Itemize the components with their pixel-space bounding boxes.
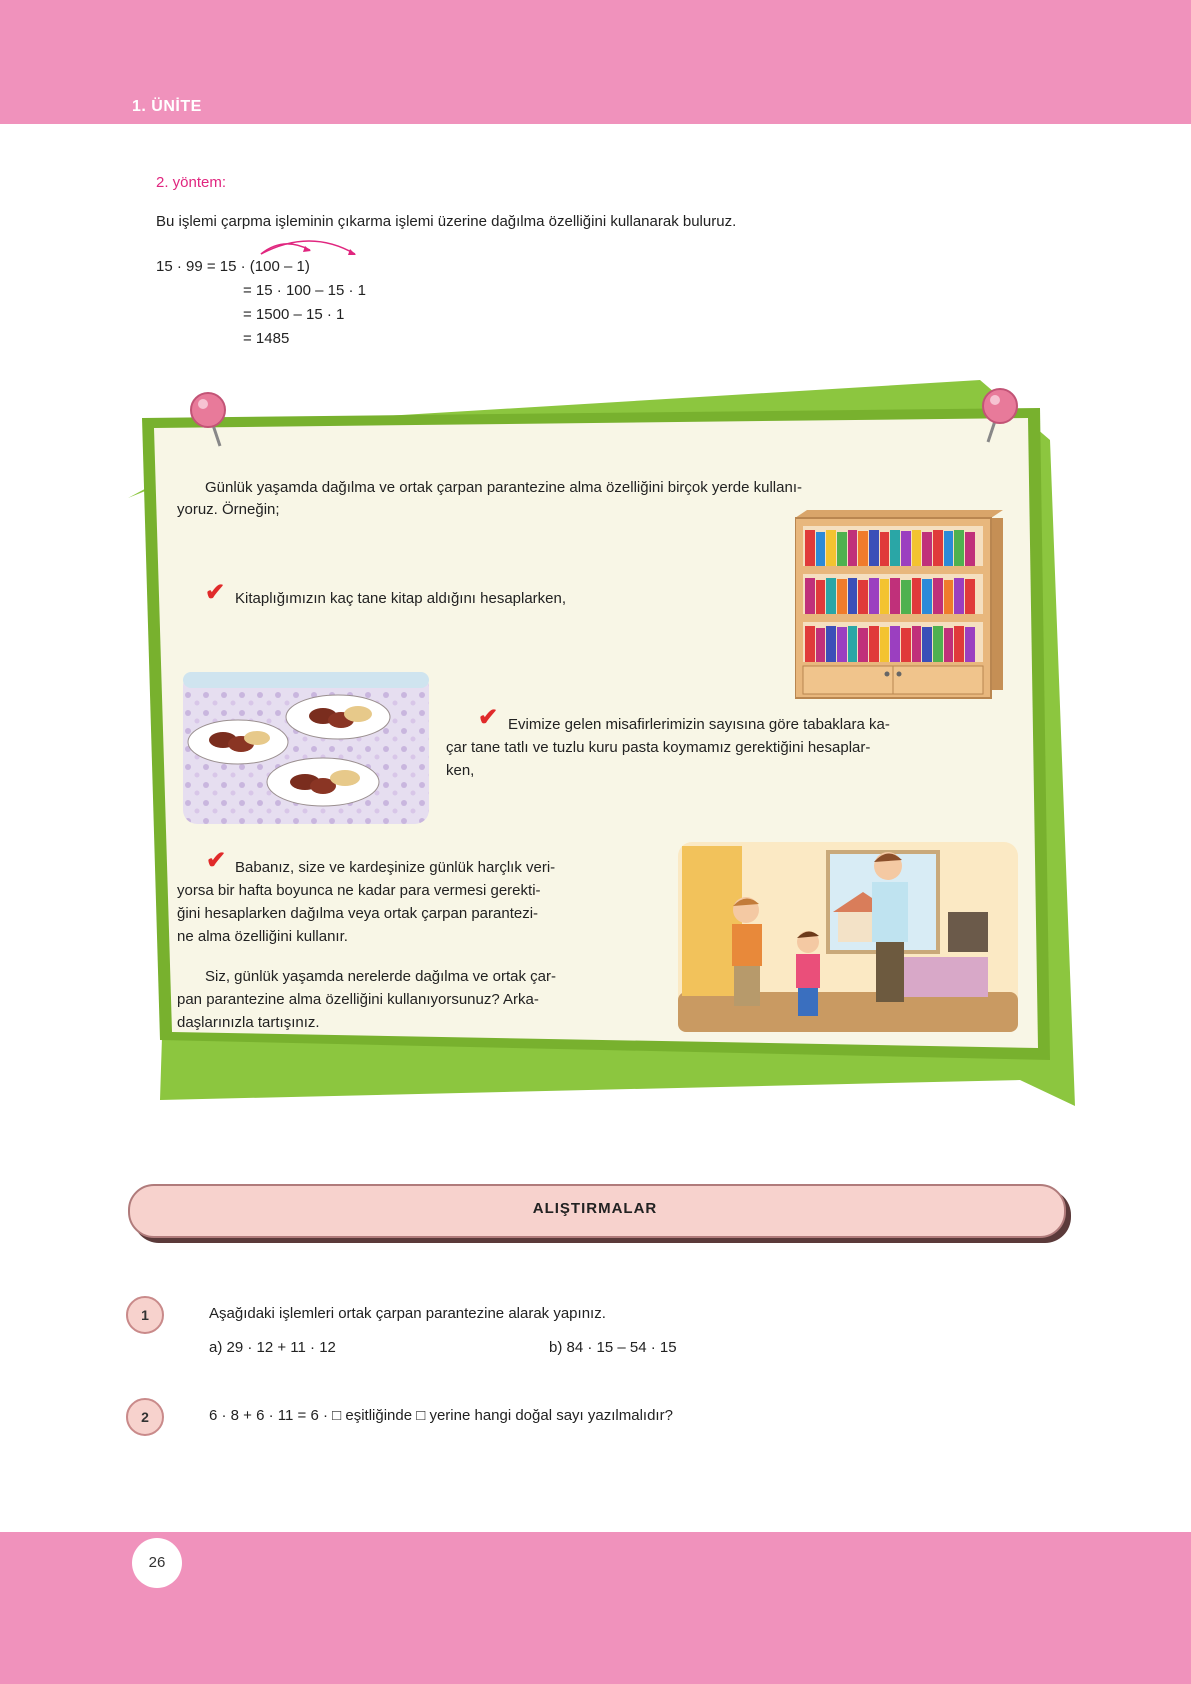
exercise-number-2: 2 — [126, 1398, 164, 1436]
exercises-title: ALIŞTIRMALAR — [532, 1200, 658, 1217]
card-question-line-2: pan parantezine alma özelliğini kullanıyorsunuz? Arka- — [177, 991, 539, 1008]
unit-title: 1. ÜNİTE — [132, 98, 202, 115]
card-item-1: Kitaplığımızın kaç tane kitap aldığını hesaplarken, — [235, 590, 567, 607]
math-line-2: = 15 · 100 – 15 · 1 — [243, 282, 367, 299]
card-item-3-line-2: yorsa bir hafta boyunca ne kadar para vermesi gerekti- — [177, 882, 541, 899]
card-item-2-line-2: çar tane tatlı ve tuzlu kuru pasta koymamız gerektiğini hesaplar- — [446, 739, 871, 756]
exercise-1-text: Aşağıdaki işlemleri ortak çarpan parantezine alarak yapınız. — [209, 1305, 606, 1322]
math-line-1: 15 · 99 = 15 · (100 – 1) — [156, 258, 310, 275]
card-item-3-line-1: Babanız, size ve kardeşinize günlük harçlık veri- — [235, 859, 556, 876]
exercise-2-text: 6 · 8 + 6 · 11 = 6 · □ eşitliğinde □ yerine hangi doğal sayı yazılmalıdır? — [209, 1407, 673, 1424]
math-line-4: = 1485 — [243, 330, 290, 347]
plates-illustration — [183, 672, 429, 824]
card-item-2-line-3: ken, — [446, 762, 475, 779]
pushpin-right-icon — [974, 386, 1024, 450]
page-number: 26 — [132, 1538, 182, 1588]
method-intro: Bu işlemi çarpma işleminin çıkarma işlemi üzerine dağılma özelliğini kullanarak buluruz. — [156, 213, 737, 230]
exercise-1-a: a) 29 · 12 + 11 · 12 — [209, 1339, 336, 1356]
check-icon: ✔ — [478, 704, 499, 731]
card-question-line-1: Siz, günlük yaşamda nerelerde dağılma ve ortak çar- — [205, 968, 557, 985]
card-item-2-line-1: Evimize gelen misafirlerimizin sayısına göre tabaklara ka- — [508, 716, 890, 733]
math-line-3: = 1500 – 15 · 1 — [243, 306, 345, 323]
card-intro-line-1: Günlük yaşamda dağılma ve ortak çarpan parantezine alma özelliğini birçok yerde kullanı- — [205, 479, 802, 496]
method-title: 2. yöntem: — [156, 174, 227, 191]
distribution-arrows — [255, 236, 365, 258]
exercise-number-1: 1 — [126, 1296, 164, 1334]
check-icon: ✔ — [205, 579, 226, 606]
card-item-3-line-3: ğini hesaplarken dağılma veya ortak çarpan parantezi- — [177, 905, 539, 922]
card-item-3-line-4: ne alma özelliğini kullanır. — [177, 928, 348, 945]
check-icon: ✔ — [206, 847, 227, 874]
family-illustration — [678, 842, 1018, 1032]
pushpin-left-icon — [188, 390, 238, 454]
bookshelf-illustration — [795, 510, 1010, 700]
card-intro-line-2: yoruz. Örneğin; — [177, 501, 280, 518]
card-question-line-3: daşlarınızla tartışınız. — [177, 1014, 320, 1031]
exercise-1-b: b) 84 · 15 – 54 · 15 — [549, 1339, 677, 1356]
